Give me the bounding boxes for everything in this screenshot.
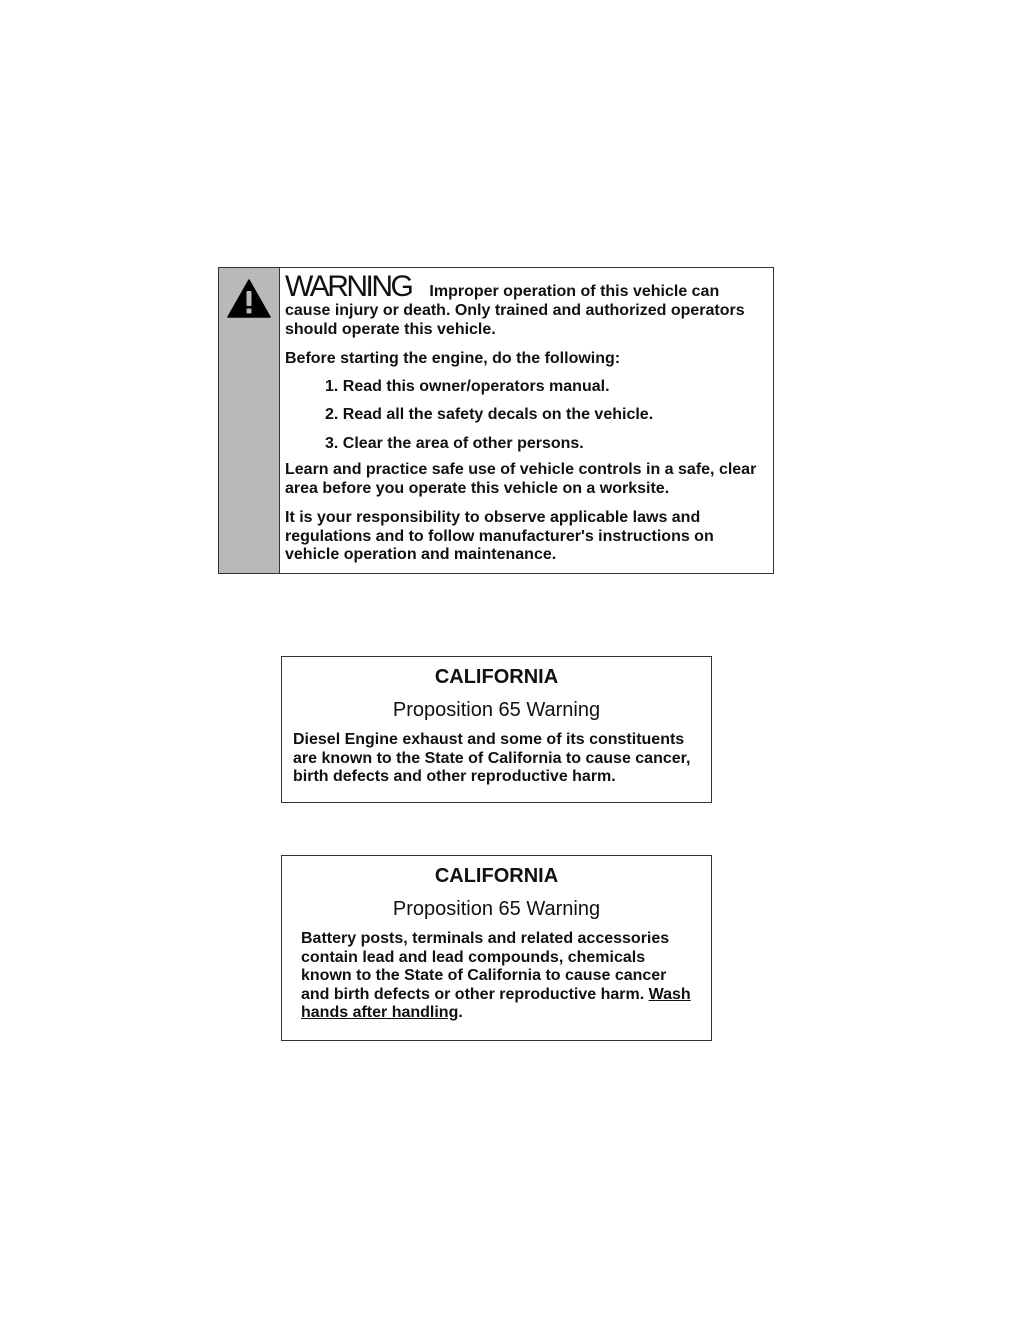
prop65-diesel-subtitle: Proposition 65 Warning bbox=[392, 699, 601, 721]
warning-sidebar bbox=[219, 268, 280, 573]
warning-signal-word: WARNING bbox=[285, 270, 412, 303]
warning-responsibility-text: It is your responsibility to observe applicable laws and regulations and to follow manufacturer's instructions on vehicle operation and maintenance. bbox=[285, 509, 714, 563]
prop65-battery-box bbox=[281, 855, 712, 1041]
safety-warning-box bbox=[218, 267, 774, 574]
prop65-diesel-box bbox=[281, 656, 712, 803]
warning-practice-text: Learn and practice safe use of vehicle controls in a safe, clear area before you operate this vehicle on a worksite. bbox=[285, 461, 757, 497]
warning-before-text: Before starting the engine, do the following: bbox=[285, 350, 621, 367]
warning-step: 3. Clear the area of other persons. bbox=[325, 434, 584, 452]
warning-step: 2. Read all the safety decals on the vehicle. bbox=[325, 406, 654, 423]
prop65-battery-text: Battery posts, terminals and related accessories contain lead and lead compounds, chemicals known to the State of California to cause cancer and birth defects or other reproductive harm. bbox=[301, 930, 670, 1003]
warning-steps-list bbox=[285, 378, 765, 454]
warning-triangle-icon bbox=[227, 279, 271, 318]
prop65-wash-end: . bbox=[458, 1004, 463, 1021]
warning-intro-paragraph bbox=[285, 272, 765, 339]
prop65-battery-title: CALIFORNIA bbox=[434, 865, 559, 887]
prop65-diesel-title: CALIFORNIA bbox=[434, 666, 559, 688]
prop65-diesel-text: Diesel Engine exhaust and some of its constituents are known to the State of California to cause cancer, birth defects and other reproductive harm. bbox=[293, 731, 691, 785]
prop65-wash-hands-text: Wash hands after handling bbox=[301, 985, 691, 1021]
warning-intro-text: Improper operation of this vehicle can cause injury or death. Only trained and authorized operators should operate this vehicle. bbox=[285, 283, 745, 338]
warning-step: 1. Read this owner/operators manual. bbox=[325, 377, 610, 395]
warning-body bbox=[280, 268, 773, 573]
prop65-battery-subtitle: Proposition 65 Warning bbox=[392, 898, 601, 920]
prop65-battery-paragraph bbox=[301, 930, 691, 1023]
